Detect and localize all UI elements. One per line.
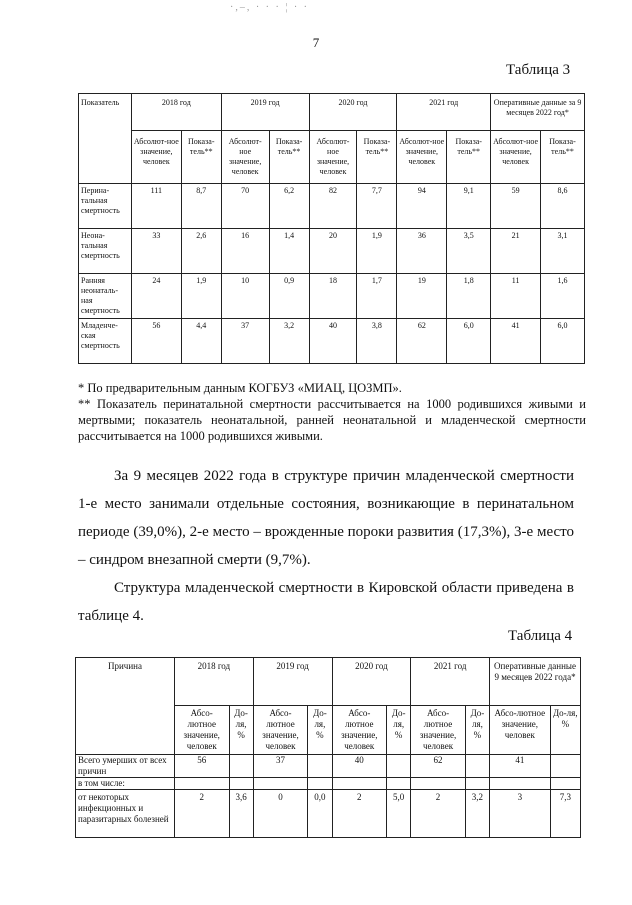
cell: 37 <box>221 319 269 364</box>
cell: 6,2 <box>269 184 309 229</box>
table4-sub-abs: Абсо-лютное значение, человек <box>174 706 229 755</box>
table3-sub-rate: Показа-тель** <box>269 131 309 184</box>
table4-sub-share: До-ля, % <box>308 706 332 755</box>
cell: 111 <box>131 184 181 229</box>
table3-year-2019: 2019 год <box>221 94 309 131</box>
cell <box>229 755 253 778</box>
cell: 5,0 <box>387 790 411 838</box>
cell <box>332 778 387 790</box>
table3-sub-abs: Абсолют-ное значение, человек <box>221 131 269 184</box>
cell <box>387 778 411 790</box>
cell <box>550 755 580 778</box>
table3-indicator-header: Показатель <box>79 94 132 184</box>
table4-sub-share: До-ля, % <box>229 706 253 755</box>
row-label: Перина-тальная смертность <box>79 184 132 229</box>
table4 <box>75 657 581 838</box>
scan-artifact: ·,–, · · · ¦ · · <box>230 2 309 13</box>
table4-sub-abs: Абсо-лютное значение, человек <box>332 706 387 755</box>
cell <box>253 778 308 790</box>
row-label: Всего умерших от всех причин <box>76 755 175 778</box>
cell: 9,1 <box>447 184 491 229</box>
cell: 0,9 <box>269 274 309 319</box>
table4-sub-abs: Абсо-лютное значение, человек <box>490 706 551 755</box>
paragraph-2: Структура младенческой смертности в Кировской области приведена в таблице 4. <box>78 580 574 624</box>
row-label: Неона-тальная смертность <box>79 229 132 274</box>
cell <box>308 755 332 778</box>
cell: 20 <box>309 229 357 274</box>
cell: 56 <box>174 755 229 778</box>
paragraph-1: За 9 месяцев 2022 года в структуре причин младенческой смертности 1-е место занимали отдельные состояния, возникающие в перинатальном периоде (39,0%), 2-е место – врожденные пороки развития (17,3%), 3-е место – синдром внезапной смерти (9,7%). <box>78 468 574 568</box>
cell: 1,9 <box>357 229 397 274</box>
cell: 10 <box>221 274 269 319</box>
cell: 41 <box>491 319 541 364</box>
row-label: Ранняя неонаталь-ная смертность <box>79 274 132 319</box>
cell: 6,0 <box>541 319 585 364</box>
table3-sub-rate: Показа-тель** <box>181 131 221 184</box>
table4-sub-share: До-ля, % <box>465 706 489 755</box>
table4-sub-abs: Абсо-лютное значение, человек <box>253 706 308 755</box>
row-label: Младенче-ская смертность <box>79 319 132 364</box>
cell <box>550 778 580 790</box>
cell: 41 <box>490 755 551 778</box>
cell <box>465 755 489 778</box>
table3 <box>78 93 585 364</box>
table-row <box>79 319 585 364</box>
page-number: 7 <box>312 35 320 50</box>
cell: 24 <box>131 274 181 319</box>
footnote-2: ** Показатель перинатальной смертности рассчитывается на 1000 родившихся живыми и мертвыми; показатель неонатальной, ранней неонатальной и младенческой смертности рассчитывается на 1000 родившихся живыми. <box>78 397 586 443</box>
table3-caption: Таблица 3 <box>506 62 571 78</box>
cell: 59 <box>491 184 541 229</box>
table3-sub-abs: Абсолют-ное значение, человек <box>397 131 447 184</box>
table-row <box>76 755 581 778</box>
table4-sub-share: До-ля, % <box>387 706 411 755</box>
cell: 82 <box>309 184 357 229</box>
table4-caption: Таблица 4 <box>508 628 573 644</box>
cell: 1,4 <box>269 229 309 274</box>
table3-sub-rate: Показа-тель** <box>447 131 491 184</box>
cell: 70 <box>221 184 269 229</box>
cell: 18 <box>309 274 357 319</box>
cell <box>411 778 466 790</box>
cell <box>490 778 551 790</box>
cell <box>465 778 489 790</box>
table-row <box>79 229 585 274</box>
table-row <box>76 778 581 790</box>
table3-year-2022-operational: Оперативные данные за 9 месяцев 2022 год* <box>491 94 585 131</box>
cell: 37 <box>253 755 308 778</box>
table4-year-2020: 2020 год <box>332 658 411 706</box>
cell: 33 <box>131 229 181 274</box>
cell: 1,6 <box>541 274 585 319</box>
cell: 11 <box>491 274 541 319</box>
footnote-1: * По предварительным данным КОГБУЗ «МИАЦ, ЦОЗМП». <box>78 381 402 395</box>
cell: 0,0 <box>308 790 332 838</box>
cell: 19 <box>397 274 447 319</box>
cell: 2,6 <box>181 229 221 274</box>
cell: 1,9 <box>181 274 221 319</box>
cell: 21 <box>491 229 541 274</box>
row-label: от некоторых инфекционных и паразитарных болезней <box>76 790 175 838</box>
cell: 3,5 <box>447 229 491 274</box>
cell: 7,7 <box>357 184 397 229</box>
cell: 36 <box>397 229 447 274</box>
cell: 16 <box>221 229 269 274</box>
table4-year-2021: 2021 год <box>411 658 490 706</box>
cell <box>387 755 411 778</box>
table3-year-2020: 2020 год <box>309 94 397 131</box>
cell <box>229 778 253 790</box>
table3-year-2018: 2018 год <box>131 94 221 131</box>
cell: 40 <box>309 319 357 364</box>
cell: 2 <box>174 790 229 838</box>
cell: 3,2 <box>269 319 309 364</box>
table4-cause-header: Причина <box>76 658 175 755</box>
cell: 3,8 <box>357 319 397 364</box>
cell: 56 <box>131 319 181 364</box>
cell: 7,3 <box>550 790 580 838</box>
cell: 94 <box>397 184 447 229</box>
cell: 1,8 <box>447 274 491 319</box>
cell: 3,2 <box>465 790 489 838</box>
cell: 3,1 <box>541 229 585 274</box>
cell: 3 <box>490 790 551 838</box>
table-row <box>79 274 585 319</box>
cell <box>308 778 332 790</box>
cell: 40 <box>332 755 387 778</box>
cell: 0 <box>253 790 308 838</box>
table3-sub-rate: Показа-тель** <box>357 131 397 184</box>
cell: 8,6 <box>541 184 585 229</box>
cell: 8,7 <box>181 184 221 229</box>
table-row <box>76 790 581 838</box>
cell: 62 <box>411 755 466 778</box>
table3-sub-abs: Абсолют-ное значение, человек <box>309 131 357 184</box>
table3-sub-rate: Показа-тель** <box>541 131 585 184</box>
cell: 4,4 <box>181 319 221 364</box>
table4-sub-share: До-ля, % <box>550 706 580 755</box>
table3-year-2021: 2021 год <box>397 94 491 131</box>
cell <box>174 778 229 790</box>
table3-sub-abs: Абсолют-ное значение, человек <box>131 131 181 184</box>
cell: 3,6 <box>229 790 253 838</box>
cell: 2 <box>332 790 387 838</box>
table4-sub-abs: Абсо-лютное значение, человек <box>411 706 466 755</box>
cell: 1,7 <box>357 274 397 319</box>
table3-sub-abs: Абсолют-ное значение, человек <box>491 131 541 184</box>
table-row <box>79 184 585 229</box>
cell: 6,0 <box>447 319 491 364</box>
table4-year-2022-operational: Оперативные данные 9 месяцев 2022 года* <box>490 658 581 706</box>
cell: 62 <box>397 319 447 364</box>
table4-year-2019: 2019 год <box>253 658 332 706</box>
table4-year-2018: 2018 год <box>174 658 253 706</box>
cell: 2 <box>411 790 466 838</box>
row-label: в том числе: <box>76 778 175 790</box>
